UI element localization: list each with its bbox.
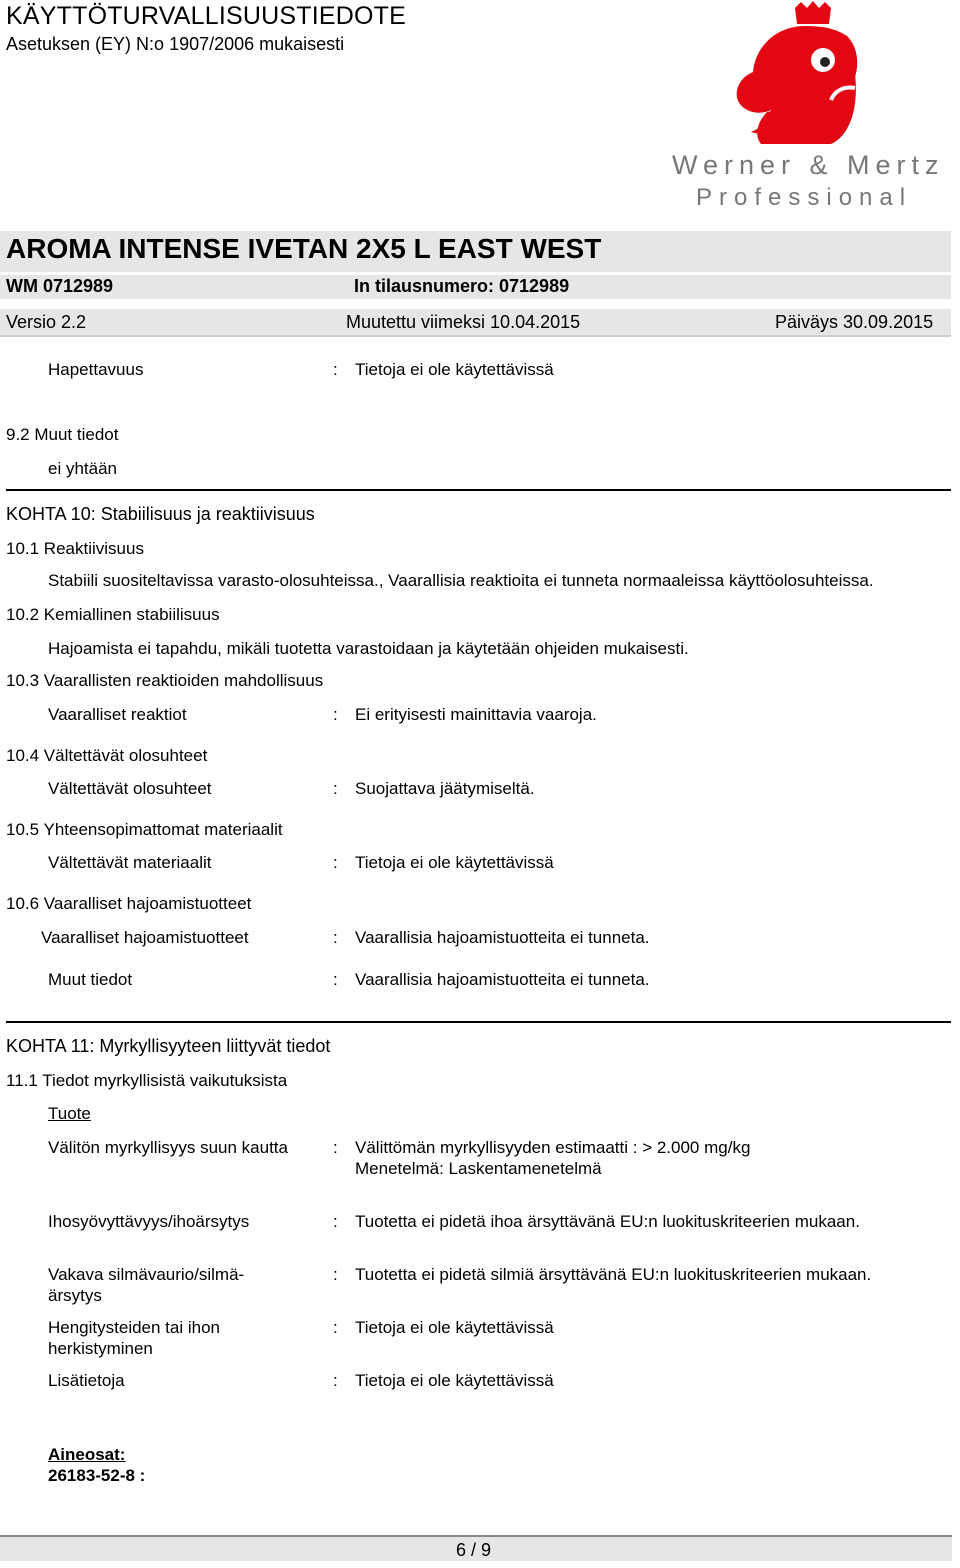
materials-value: Tietoja ei ole käytettävissä: [355, 853, 554, 872]
last-modified: Muutettu viimeksi 10.04.2015: [346, 312, 581, 332]
order-number: In tilausnumero: 0712989: [354, 276, 570, 296]
colon: :: [333, 1138, 338, 1157]
section10-3-heading: 10.3 Vaarallisten reaktioiden mahdollisuus: [6, 671, 324, 690]
issue-date: Päiväys 30.09.2015: [775, 312, 934, 332]
section10-2-heading: 10.2 Kemiallinen stabiilisuus: [6, 605, 220, 624]
colon: :: [333, 928, 338, 947]
section10-1-heading: 10.1 Reaktiivisuus: [6, 539, 144, 558]
colon: :: [333, 1212, 338, 1231]
other-info-heading: 9.2 Muut tiedot: [6, 425, 119, 444]
document-subtitle: Asetuksen (EY) N:o 1907/2006 mukaisesti: [6, 34, 345, 54]
other-info-text: ei yhtään: [48, 459, 117, 478]
skin-irritation-value: Tuotetta ei pidetä ihoa ärsyttävänä EU:n luokituskriteerien mukaan.: [355, 1212, 860, 1231]
page-number: 6 / 9: [456, 1540, 492, 1560]
oral-toxicity-value: Välittömän myrkyllisyyden estimaatti : > 2.000 mg/kg: [355, 1138, 751, 1157]
section10-heading: KOHTA 10: Stabiilisuus ja reaktiivisuus: [6, 504, 315, 524]
sensitisation-label-cont: herkistyminen: [48, 1339, 153, 1358]
conditions-label: Vältettävät olosuhteet: [48, 779, 212, 798]
colon: :: [333, 705, 338, 724]
colon: :: [333, 970, 338, 989]
skin-irritation-label: Ihosyövyttävyys/ihoärsytys: [48, 1212, 250, 1231]
cas-number: 26183-52-8 :: [48, 1466, 146, 1485]
decomposition-value: Vaarallisia hajoamistuotteita ei tunneta.: [355, 928, 650, 947]
materials-label: Vältettävät materiaalit: [48, 853, 212, 872]
version: Versio 2.2: [6, 312, 87, 332]
stability-text: Hajoamista ei tapahdu, mikäli tuotetta varastoidaan ja käytetään ohjeiden mukaisesti.: [48, 639, 689, 658]
section10-6-heading: 10.6 Vaaralliset hajoamistuotteet: [6, 894, 252, 913]
sensitisation-value: Tietoja ei ole käytettävissä: [355, 1318, 554, 1337]
brand-name: Werner & Mertz: [672, 150, 945, 180]
colon: :: [333, 360, 338, 379]
colon: :: [333, 1265, 338, 1284]
sensitisation-label: Hengitysteiden tai ihon: [48, 1318, 221, 1337]
other-info-value: Vaarallisia hajoamistuotteita ei tunneta.: [355, 970, 650, 989]
ingredients-heading: Aineosat:: [48, 1445, 126, 1464]
decomposition-label: Vaaralliset hajoamistuotteet: [41, 928, 249, 947]
colon: :: [333, 1318, 338, 1337]
section10-5-heading: 10.5 Yhteensopimattomat materiaalit: [6, 820, 283, 839]
colon: :: [333, 1371, 338, 1390]
section10-4-heading: 10.4 Vältettävät olosuhteet: [6, 746, 208, 765]
eye-damage-value: Tuotetta ei pidetä silmiä ärsyttävänä EU:n luokituskriteerien mukaan.: [355, 1265, 872, 1284]
section-divider: [6, 489, 951, 491]
document-title: KÄYTTÖTURVALLISUUSTIEDOTE: [6, 2, 406, 30]
product-name: AROMA INTENSE IVETAN 2X5 L EAST WEST: [6, 233, 602, 264]
section-divider: [6, 1021, 951, 1023]
other-info-label: Muut tiedot: [48, 970, 133, 989]
oral-toxicity-method: Menetelmä: Laskentamenetelmä: [355, 1159, 602, 1178]
hazardous-reactions-value: Ei erityisesti mainittavia vaaroja.: [355, 705, 597, 724]
hazardous-reactions-label: Vaaralliset reaktiot: [48, 705, 187, 724]
reactivity-text: Stabiili suositeltavissa varasto-olosuhteissa., Vaarallisia reaktioita ei tunneta normaaleissa käyttöolosuhteissa.: [48, 571, 874, 590]
eye-damage-label: Vakava silmävaurio/silmä-: [48, 1265, 245, 1284]
brand-tagline: Professional: [696, 184, 913, 211]
eye-damage-label-cont: ärsytys: [48, 1286, 102, 1305]
product-subheading: Tuote: [48, 1104, 91, 1123]
oxidizing-label: Hapettavuus: [48, 360, 144, 379]
wm-number: WM 0712989: [6, 276, 114, 296]
oral-toxicity-label: Välitön myrkyllisyys suun kautta: [48, 1138, 288, 1157]
section11-heading: KOHTA 11: Myrkyllisyyteen liittyvät tiedot: [6, 1036, 331, 1056]
conditions-value: Suojattava jäätymiseltä.: [355, 779, 535, 798]
colon: :: [333, 853, 338, 872]
additional-info-value: Tietoja ei ole käytettävissä: [355, 1371, 554, 1390]
section11-1-heading: 11.1 Tiedot myrkyllisistä vaikutuksista: [6, 1071, 288, 1090]
colon: :: [333, 779, 338, 798]
additional-info-label: Lisätietoja: [48, 1371, 125, 1390]
oxidizing-value: Tietoja ei ole käytettävissä: [355, 360, 554, 379]
